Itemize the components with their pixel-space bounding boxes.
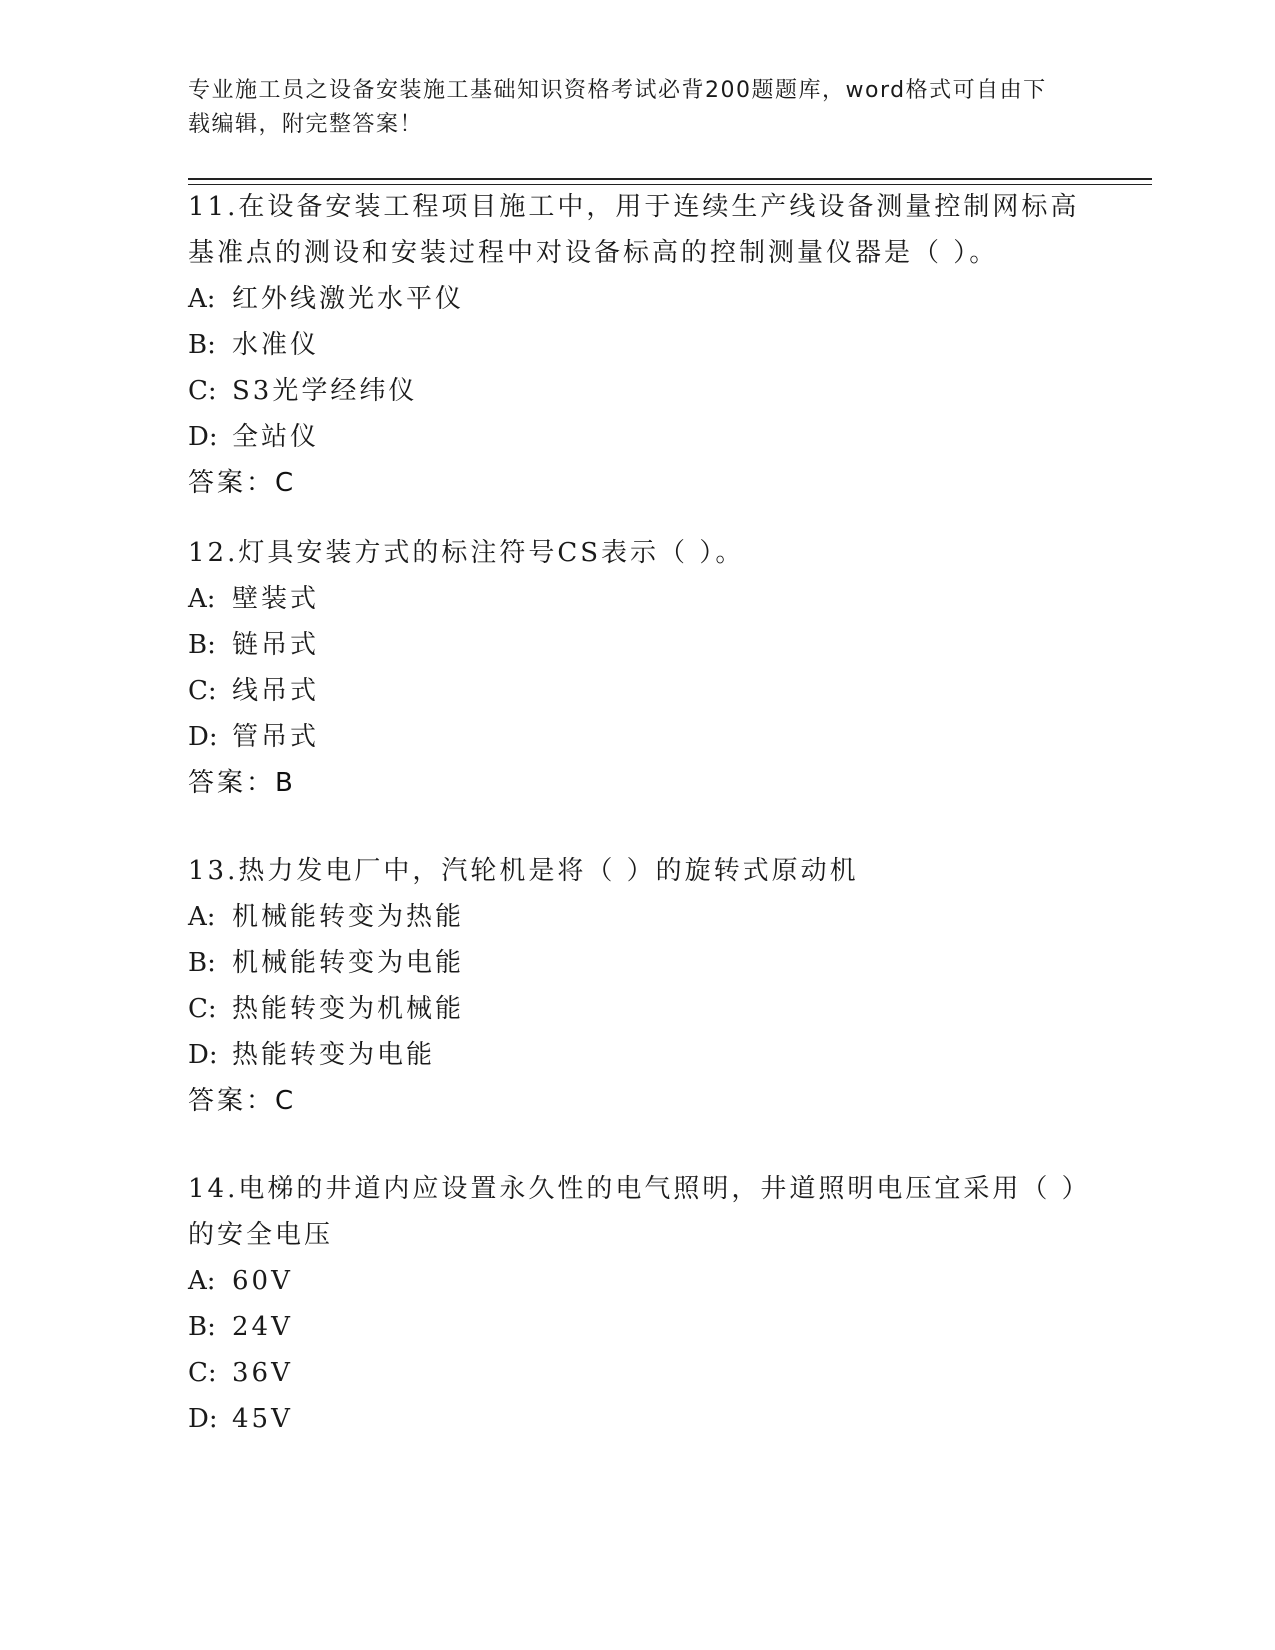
answer-line (188, 760, 1088, 806)
answer-value: C (275, 468, 296, 498)
option-key: A: (188, 902, 216, 932)
option-text: 全站仪 (232, 422, 320, 452)
option-key: D: (188, 422, 218, 452)
option-d (188, 1032, 1088, 1078)
answer-line (188, 460, 1088, 506)
question-13 (188, 848, 1088, 1124)
option-text: 红外线激光水平仪 (232, 284, 465, 314)
option-key: D: (188, 1040, 218, 1070)
option-a (188, 276, 1088, 322)
option-c (188, 368, 1088, 414)
option-b (188, 940, 1088, 986)
question-stem: 14.电梯的井道内应设置永久性的电气照明，井道照明电压宜采用（ ）的安全电压 (188, 1174, 1078, 1250)
answer-label: 答案： (188, 768, 276, 798)
option-a (188, 576, 1088, 622)
option-text: 机械能转变为电能 (232, 948, 465, 978)
option-text: 热能转变为电能 (232, 1040, 436, 1070)
option-key: A: (188, 1266, 216, 1296)
option-c (188, 1350, 1088, 1396)
option-key: A: (188, 584, 216, 614)
option-d (188, 714, 1088, 760)
question-12 (188, 530, 1088, 806)
option-text: 热能转变为机械能 (232, 994, 465, 1024)
option-text: 60V (232, 1266, 293, 1296)
option-text: 机械能转变为热能 (232, 902, 465, 932)
option-c (188, 668, 1088, 714)
option-key: C: (188, 994, 217, 1024)
question-stem: 13.热力发电厂中，汽轮机是将（ ）的旋转式原动机 (188, 856, 859, 886)
option-text: S3光学经纬仪 (232, 376, 418, 406)
answer-label: 答案： (188, 1086, 276, 1116)
option-b (188, 1304, 1088, 1350)
question-stem: 11.在设备安装工程项目施工中，用于连续生产线设备测量控制网标高基准点的测设和安装过程中对设备标高的控制测量仪器是（ ）。 (188, 192, 1080, 268)
option-a (188, 1258, 1088, 1304)
header-divider-thick (188, 178, 1152, 180)
option-b (188, 322, 1088, 368)
option-key: C: (188, 676, 217, 706)
option-b (188, 622, 1088, 668)
answer-label: 答案： (188, 468, 276, 498)
answer-value: B (275, 768, 295, 798)
option-key: D: (188, 722, 218, 752)
option-text: 线吊式 (232, 676, 320, 706)
option-text: 水准仪 (232, 330, 320, 360)
option-text: 36V (232, 1358, 293, 1388)
option-key: D: (188, 1404, 218, 1434)
option-text: 链吊式 (232, 630, 320, 660)
option-key: B: (188, 630, 216, 660)
option-text: 24V (232, 1312, 293, 1342)
option-key: B: (188, 948, 216, 978)
question-11 (188, 184, 1088, 506)
option-c (188, 986, 1088, 1032)
option-text: 壁装式 (232, 584, 320, 614)
option-text: 管吊式 (232, 722, 320, 752)
option-text: 45V (232, 1404, 293, 1434)
question-stem: 12.灯具安装方式的标注符号CS表示（ ）。 (188, 538, 745, 568)
option-key: C: (188, 1358, 217, 1388)
option-key: B: (188, 330, 216, 360)
option-key: B: (188, 1312, 216, 1342)
option-d (188, 414, 1088, 460)
option-d (188, 1396, 1088, 1442)
option-key: C: (188, 376, 217, 406)
question-14 (188, 1166, 1088, 1442)
option-a (188, 894, 1088, 940)
option-key: A: (188, 284, 216, 314)
answer-line (188, 1078, 1088, 1124)
answer-value: C (275, 1086, 296, 1116)
document-title: 专业施工员之设备安装施工基础知识资格考试必背200题题库，word格式可自由下载编辑，附完整答案！ (188, 78, 1047, 137)
